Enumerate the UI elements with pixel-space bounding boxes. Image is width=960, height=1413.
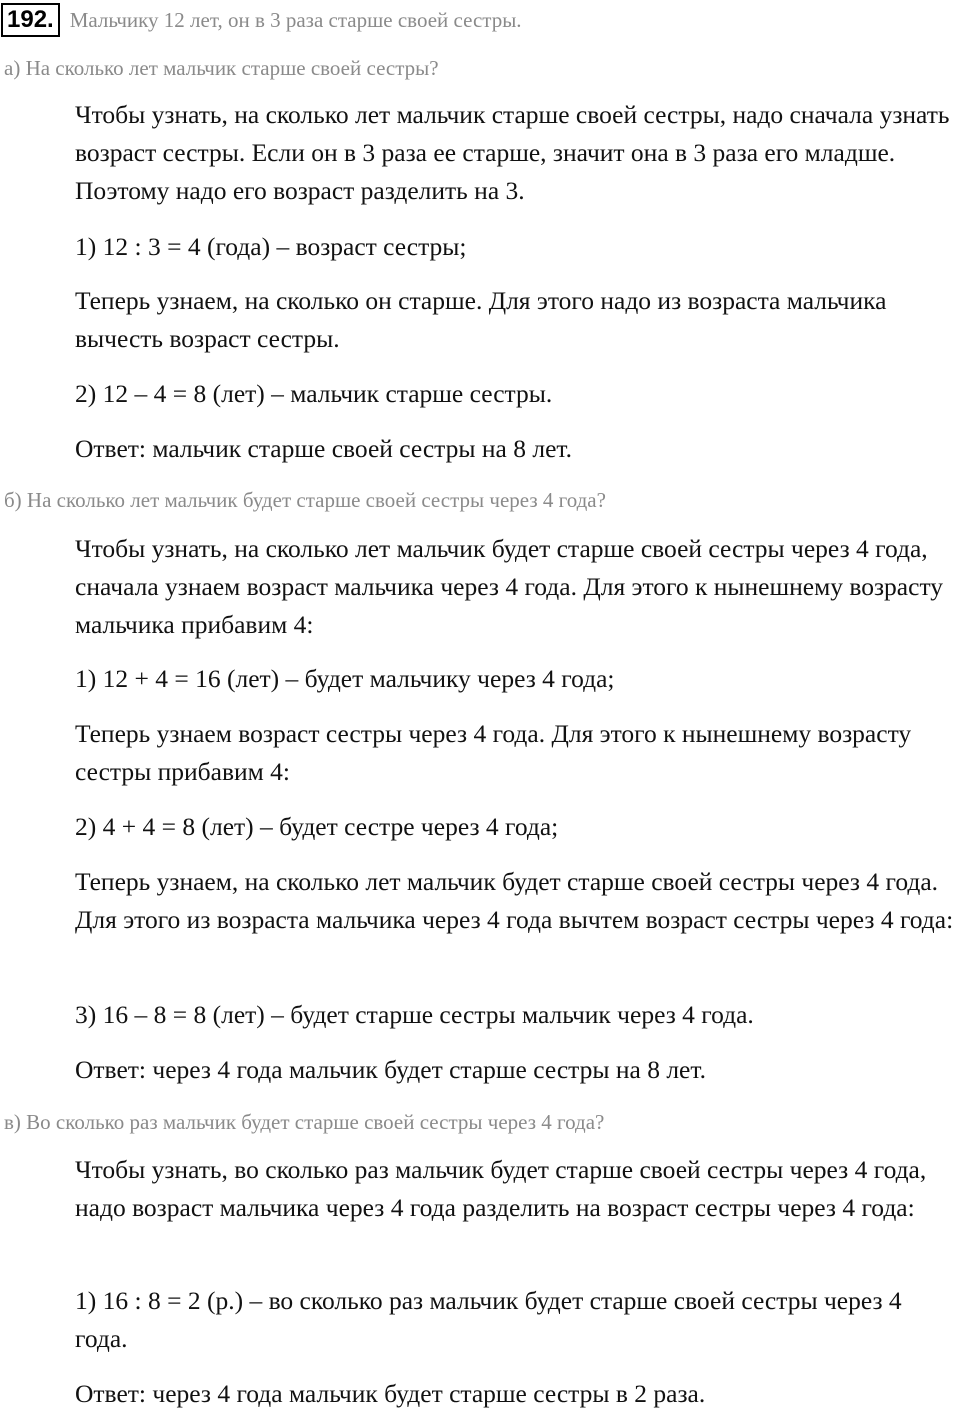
paragraph-b-step-2: 2) 4 + 4 = 8 (лет) – будет сестре через 4 года;: [75, 812, 559, 841]
paragraph-a-step-1: 1) 12 : 3 = 4 (года) – возраст сестры;: [75, 232, 467, 261]
paragraph-b-explanation-2: Теперь узнаем возраст сестры через 4 года. Для этого к нынешнему возрасту сестры прибавим 4:: [75, 719, 912, 786]
question-c: в) Во сколько раз мальчик будет старше своей сестры через 4 года?: [4, 1110, 605, 1134]
paragraph-c-answer: Ответ: через 4 года мальчик будет старше сестры в 2 раза.: [75, 1379, 706, 1408]
paragraph-a-explanation: Чтобы узнать, на сколько лет мальчик старше своей сестры, надо сначала узнать возраст сестры. Если он в 3 раза ее старше, значит она в 3 раза его младше. Поэтому надо его возраст разделить на 3.: [75, 100, 950, 205]
paragraph-a-explanation-2: Теперь узнаем, на сколько он старше. Для этого надо из возраста мальчика вычесть возраст сестры.: [75, 286, 887, 353]
paragraph-c-step-1: 1) 16 : 8 = 2 (р.) – во сколько раз мальчик будет старше своей сестры через 4 года.: [75, 1286, 902, 1353]
problem-number: 192.: [1, 3, 60, 37]
question-b: б) На сколько лет мальчик будет старше своей сестры через 4 года?: [4, 488, 606, 512]
paragraph-b-explanation-3: Теперь узнаем, на сколько лет мальчик будет старше своей сестры через 4 года. Для этого из возраста мальчика через 4 года вычтем возраст сестры через 4 года:: [75, 867, 954, 934]
paragraph-b-step-3: 3) 16 – 8 = 8 (лет) – будет старше сестры мальчик через 4 года.: [75, 1000, 754, 1029]
paragraph-a-answer: Ответ: мальчик старше своей сестры на 8 лет.: [75, 434, 573, 463]
question-a: а) На сколько лет мальчик старше своей сестры?: [4, 56, 439, 80]
problem-header: [0, 2, 522, 38]
paragraph-c-explanation: Чтобы узнать, во сколько раз мальчик будет старше своей сестры через 4 года, надо возраст мальчика через 4 года разделить на возраст сестры через 4 года:: [75, 1155, 927, 1222]
paragraph-b-answer: Ответ: через 4 года мальчик будет старше сестры на 8 лет.: [75, 1055, 706, 1084]
paragraph-b-step-1: 1) 12 + 4 = 16 (лет) – будет мальчику через 4 года;: [75, 664, 615, 693]
paragraph-b-explanation: Чтобы узнать, на сколько лет мальчик будет старше своей сестры через 4 года, сначала узнаем возраст мальчика через 4 года. Для этого к нынешнему возрасту мальчика прибавим 4:: [75, 534, 943, 639]
paragraph-a-step-2: 2) 12 – 4 = 8 (лет) – мальчик старше сестры.: [75, 379, 553, 408]
problem-statement: Мальчику 12 лет, он в 3 раза старше своей сестры.: [69, 7, 522, 32]
